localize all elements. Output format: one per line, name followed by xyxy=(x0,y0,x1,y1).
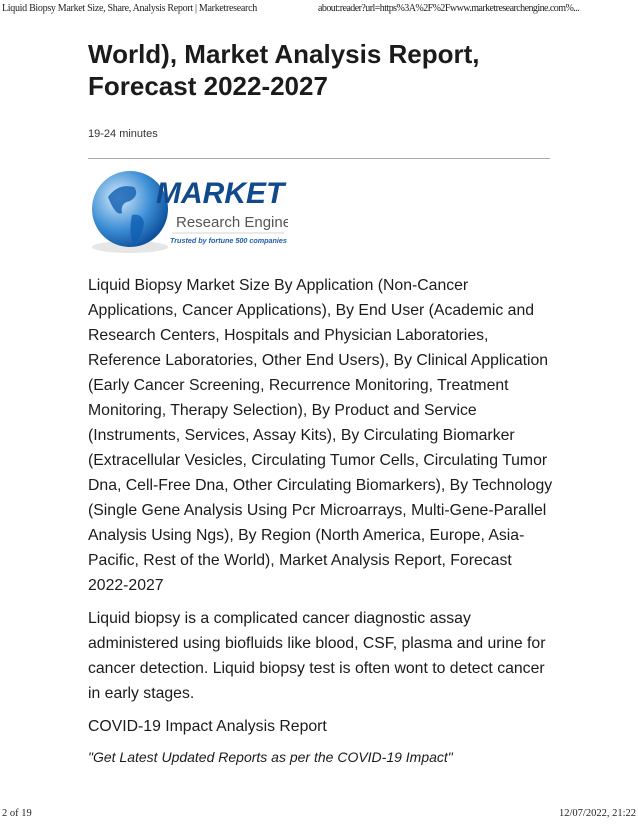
text-line: administered using biofluids like blood, CSF, plasma and urine for xyxy=(88,635,546,652)
text-line: Monitoring, Therapy Selection), By Product and Service xyxy=(88,402,477,419)
text-line: Liquid biopsy is a complicated cancer diagnostic assay xyxy=(88,610,471,627)
divider xyxy=(88,158,550,159)
article-paragraph-title xyxy=(88,273,558,598)
article xyxy=(88,38,558,770)
reading-time: 19-24 minutes xyxy=(88,128,158,140)
article-title xyxy=(88,38,558,102)
text-line: (Extracellular Vesicles, Circulating Tumor Cells, Circulating Tumor xyxy=(88,452,548,469)
text-line: Pacific, Rest of the World), Market Analysis Report, Forecast xyxy=(88,552,512,569)
print-footer-page: 2 of 19 xyxy=(2,808,32,819)
covid-quote: "Get Latest Updated Reports as per the COVID-19 Impact" xyxy=(88,749,453,765)
print-header-title: Liquid Biopsy Market Size, Share, Analysis Report | Marketresearch xyxy=(2,3,257,14)
text-line: Liquid Biopsy Market Size By Application (Non-Cancer xyxy=(88,277,469,294)
text-line: Dna, Cell-Free Dna, Other Circulating Biomarkers), By Technology xyxy=(88,477,553,494)
svg-text:MARKET: MARKET xyxy=(156,177,285,210)
text-line: (Single Gene Analysis Using Pcr Microarrays, Multi-Gene-Parallel xyxy=(88,502,547,519)
text-line: 2022-2027 xyxy=(88,577,164,594)
text-line: (Early Cancer Screening, Recurrence Monitoring, Treatment xyxy=(88,377,509,394)
title-line: World), Market Analysis Report, xyxy=(88,39,480,69)
svg-text:Research Engine: Research Engine xyxy=(176,214,288,231)
text-line: Applications, Cancer Applications), By End User (Academic and xyxy=(88,302,535,319)
text-line: (Instruments, Services, Assay Kits), By Circulating Biomarker xyxy=(88,427,515,444)
print-footer-date: 12/07/2022, 21:22 xyxy=(558,808,636,819)
text-line: in early stages. xyxy=(88,685,195,702)
text-line: cancer detection. Liquid biopsy test is often wont to detect cancer xyxy=(88,660,545,677)
covid-report-heading: COVID-19 Impact Analysis Report xyxy=(88,718,327,735)
market-research-engine-logo xyxy=(88,167,288,257)
title-line: Forecast 2022-2027 xyxy=(88,71,328,101)
globe-logo-icon xyxy=(88,167,288,257)
svg-text:Trusted by fortune 500 compani: Trusted by fortune 500 companies xyxy=(170,236,287,245)
article-paragraph-intro xyxy=(88,606,558,706)
text-line: Analysis Using Ngs), By Region (North America, Europe, Asia- xyxy=(88,527,525,544)
text-line: Reference Laboratories, Other End Users), By Clinical Application xyxy=(88,352,549,369)
text-line: Research Centers, Hospitals and Physician Laboratories, xyxy=(88,327,489,344)
print-header-url: about:reader?url=https%3A%2F%2Fwww.marketresearchengine.com%... xyxy=(318,3,580,14)
